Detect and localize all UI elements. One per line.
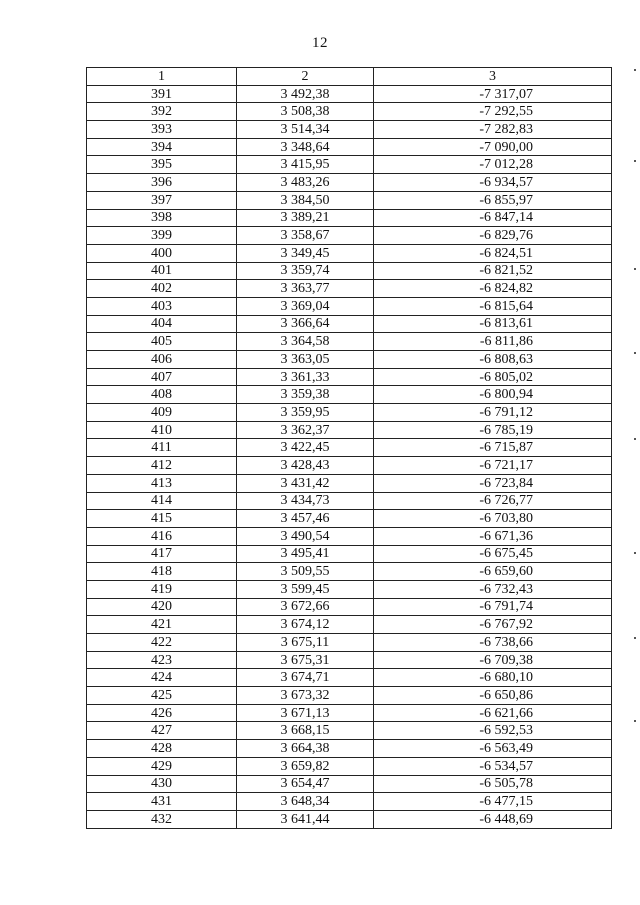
x-coordinate-cell: 3 369,04	[237, 297, 374, 315]
point-number-cell: 424	[87, 669, 237, 687]
table-row	[87, 810, 612, 828]
y-coordinate-cell: -6 709,38	[374, 651, 612, 669]
y-coordinate-cell: -6 855,97	[374, 191, 612, 209]
x-coordinate-cell: 3 509,55	[237, 563, 374, 581]
y-coordinate-cell: -6 829,76	[374, 227, 612, 245]
point-number-cell: 423	[87, 651, 237, 669]
y-coordinate-cell: -6 723,84	[374, 474, 612, 492]
table-row	[87, 386, 612, 404]
y-coordinate-cell: -6 477,15	[374, 793, 612, 811]
y-coordinate-cell: -6 847,14	[374, 209, 612, 227]
x-coordinate-cell: 3 364,58	[237, 333, 374, 351]
x-coordinate-cell: 3 422,45	[237, 439, 374, 457]
table-row	[87, 138, 612, 156]
y-coordinate-cell: -6 505,78	[374, 775, 612, 793]
table-row	[87, 368, 612, 386]
x-coordinate-cell: 3 675,31	[237, 651, 374, 669]
table-row	[87, 439, 612, 457]
table-row	[87, 722, 612, 740]
y-coordinate-cell: -7 090,00	[374, 138, 612, 156]
y-coordinate-cell: -6 808,63	[374, 351, 612, 369]
scan-speck	[634, 268, 636, 270]
point-number-cell: 400	[87, 244, 237, 262]
y-coordinate-cell: -6 534,57	[374, 757, 612, 775]
point-number-cell: 427	[87, 722, 237, 740]
y-coordinate-cell: -6 675,45	[374, 545, 612, 563]
table-row	[87, 297, 612, 315]
point-number-cell: 399	[87, 227, 237, 245]
table-row	[87, 404, 612, 422]
x-coordinate-cell: 3 415,95	[237, 156, 374, 174]
point-number-cell: 412	[87, 457, 237, 475]
point-number-cell: 395	[87, 156, 237, 174]
scan-speck	[634, 438, 636, 440]
table-row	[87, 492, 612, 510]
y-coordinate-cell: -6 813,61	[374, 315, 612, 333]
table-row	[87, 103, 612, 121]
x-coordinate-cell: 3 363,77	[237, 280, 374, 298]
y-coordinate-cell: -6 732,43	[374, 580, 612, 598]
y-coordinate-cell: -6 726,77	[374, 492, 612, 510]
table-row	[87, 156, 612, 174]
point-number-cell: 405	[87, 333, 237, 351]
x-coordinate-cell: 3 363,05	[237, 351, 374, 369]
table-row	[87, 545, 612, 563]
point-number-cell: 426	[87, 704, 237, 722]
scan-speck	[634, 720, 636, 722]
x-coordinate-cell: 3 664,38	[237, 740, 374, 758]
x-coordinate-cell: 3 359,95	[237, 404, 374, 422]
table-row	[87, 634, 612, 652]
table-row	[87, 669, 612, 687]
table-row	[87, 687, 612, 705]
scan-speck	[634, 552, 636, 554]
point-number-cell: 417	[87, 545, 237, 563]
y-coordinate-cell: -6 659,60	[374, 563, 612, 581]
scan-speck	[634, 637, 636, 639]
x-coordinate-cell: 3 384,50	[237, 191, 374, 209]
table-row	[87, 457, 612, 475]
x-coordinate-cell: 3 514,34	[237, 121, 374, 139]
y-coordinate-cell: -6 592,53	[374, 722, 612, 740]
y-coordinate-cell: -6 824,51	[374, 244, 612, 262]
y-coordinate-cell: -6 815,64	[374, 297, 612, 315]
point-number-cell: 401	[87, 262, 237, 280]
table-row	[87, 351, 612, 369]
x-coordinate-cell: 3 671,13	[237, 704, 374, 722]
table-row	[87, 563, 612, 581]
x-coordinate-cell: 3 366,64	[237, 315, 374, 333]
x-coordinate-cell: 3 389,21	[237, 209, 374, 227]
point-number-cell: 404	[87, 315, 237, 333]
point-number-cell: 432	[87, 810, 237, 828]
y-coordinate-cell: -6 448,69	[374, 810, 612, 828]
y-coordinate-cell: -6 824,82	[374, 280, 612, 298]
point-number-cell: 415	[87, 510, 237, 528]
table-row	[87, 421, 612, 439]
point-number-cell: 406	[87, 351, 237, 369]
x-coordinate-cell: 3 668,15	[237, 722, 374, 740]
x-coordinate-cell: 3 490,54	[237, 527, 374, 545]
page-number: 12	[312, 35, 328, 51]
y-coordinate-cell: -6 563,49	[374, 740, 612, 758]
y-coordinate-cell: -6 791,12	[374, 404, 612, 422]
table-row	[87, 474, 612, 492]
table-row	[87, 85, 612, 103]
point-number-cell: 394	[87, 138, 237, 156]
point-number-cell: 414	[87, 492, 237, 510]
point-number-cell: 409	[87, 404, 237, 422]
x-coordinate-cell: 3 654,47	[237, 775, 374, 793]
y-coordinate-cell: -6 621,66	[374, 704, 612, 722]
x-coordinate-cell: 3 599,45	[237, 580, 374, 598]
table-row	[87, 616, 612, 634]
x-coordinate-cell: 3 674,12	[237, 616, 374, 634]
point-number-cell: 397	[87, 191, 237, 209]
table-row	[87, 209, 612, 227]
x-coordinate-cell: 3 434,73	[237, 492, 374, 510]
point-number-cell: 430	[87, 775, 237, 793]
y-coordinate-cell: -6 767,92	[374, 616, 612, 634]
y-coordinate-cell: -6 800,94	[374, 386, 612, 404]
table-row	[87, 757, 612, 775]
y-coordinate-cell: -6 703,80	[374, 510, 612, 528]
y-coordinate-cell: -7 292,55	[374, 103, 612, 121]
column-header-number: 1	[87, 68, 237, 86]
point-number-cell: 403	[87, 297, 237, 315]
x-coordinate-cell: 3 359,38	[237, 386, 374, 404]
x-coordinate-cell: 3 674,71	[237, 669, 374, 687]
x-coordinate-cell: 3 659,82	[237, 757, 374, 775]
column-header-x: 2	[237, 68, 374, 86]
coordinates-table	[86, 67, 612, 829]
y-coordinate-cell: -6 738,66	[374, 634, 612, 652]
y-coordinate-cell: -6 821,52	[374, 262, 612, 280]
y-coordinate-cell: -7 317,07	[374, 85, 612, 103]
point-number-cell: 428	[87, 740, 237, 758]
y-coordinate-cell: -6 934,57	[374, 174, 612, 192]
point-number-cell: 392	[87, 103, 237, 121]
point-number-cell: 408	[87, 386, 237, 404]
point-number-cell: 407	[87, 368, 237, 386]
point-number-cell: 425	[87, 687, 237, 705]
x-coordinate-cell: 3 648,34	[237, 793, 374, 811]
table-row	[87, 527, 612, 545]
x-coordinate-cell: 3 508,38	[237, 103, 374, 121]
point-number-cell: 411	[87, 439, 237, 457]
x-coordinate-cell: 3 362,37	[237, 421, 374, 439]
table-row	[87, 280, 612, 298]
x-coordinate-cell: 3 492,38	[237, 85, 374, 103]
table-row	[87, 775, 612, 793]
x-coordinate-cell: 3 641,44	[237, 810, 374, 828]
y-coordinate-cell: -6 671,36	[374, 527, 612, 545]
point-number-cell: 402	[87, 280, 237, 298]
x-coordinate-cell: 3 349,45	[237, 244, 374, 262]
x-coordinate-cell: 3 495,41	[237, 545, 374, 563]
y-coordinate-cell: -7 282,83	[374, 121, 612, 139]
table-row	[87, 262, 612, 280]
x-coordinate-cell: 3 428,43	[237, 457, 374, 475]
point-number-cell: 420	[87, 598, 237, 616]
point-number-cell: 416	[87, 527, 237, 545]
point-number-cell: 418	[87, 563, 237, 581]
point-number-cell: 410	[87, 421, 237, 439]
y-coordinate-cell: -6 805,02	[374, 368, 612, 386]
table-row	[87, 793, 612, 811]
x-coordinate-cell: 3 431,42	[237, 474, 374, 492]
table-row	[87, 704, 612, 722]
x-coordinate-cell: 3 675,11	[237, 634, 374, 652]
y-coordinate-cell: -6 680,10	[374, 669, 612, 687]
table-row	[87, 740, 612, 758]
table-row	[87, 651, 612, 669]
point-number-cell: 431	[87, 793, 237, 811]
y-coordinate-cell: -6 785,19	[374, 421, 612, 439]
point-number-cell: 393	[87, 121, 237, 139]
table-row	[87, 121, 612, 139]
y-coordinate-cell: -6 715,87	[374, 439, 612, 457]
table-row	[87, 580, 612, 598]
scan-speck	[634, 160, 636, 162]
table-row	[87, 227, 612, 245]
table-row	[87, 333, 612, 351]
point-number-cell: 422	[87, 634, 237, 652]
x-coordinate-cell: 3 672,66	[237, 598, 374, 616]
point-number-cell: 429	[87, 757, 237, 775]
y-coordinate-cell: -7 012,28	[374, 156, 612, 174]
y-coordinate-cell: -6 811,86	[374, 333, 612, 351]
table-header-row	[87, 68, 612, 86]
point-number-cell: 421	[87, 616, 237, 634]
x-coordinate-cell: 3 457,46	[237, 510, 374, 528]
table-row	[87, 598, 612, 616]
x-coordinate-cell: 3 361,33	[237, 368, 374, 386]
x-coordinate-cell: 3 359,74	[237, 262, 374, 280]
table-row	[87, 191, 612, 209]
point-number-cell: 396	[87, 174, 237, 192]
x-coordinate-cell: 3 483,26	[237, 174, 374, 192]
column-header-y: 3	[374, 68, 612, 86]
x-coordinate-cell: 3 358,67	[237, 227, 374, 245]
y-coordinate-cell: -6 791,74	[374, 598, 612, 616]
table-row	[87, 174, 612, 192]
x-coordinate-cell: 3 348,64	[237, 138, 374, 156]
scan-speck	[634, 69, 636, 71]
point-number-cell: 391	[87, 85, 237, 103]
scan-speck	[634, 352, 636, 354]
x-coordinate-cell: 3 673,32	[237, 687, 374, 705]
table-row	[87, 510, 612, 528]
point-number-cell: 419	[87, 580, 237, 598]
point-number-cell: 398	[87, 209, 237, 227]
table-row	[87, 315, 612, 333]
table-row	[87, 244, 612, 262]
y-coordinate-cell: -6 721,17	[374, 457, 612, 475]
y-coordinate-cell: -6 650,86	[374, 687, 612, 705]
point-number-cell: 413	[87, 474, 237, 492]
